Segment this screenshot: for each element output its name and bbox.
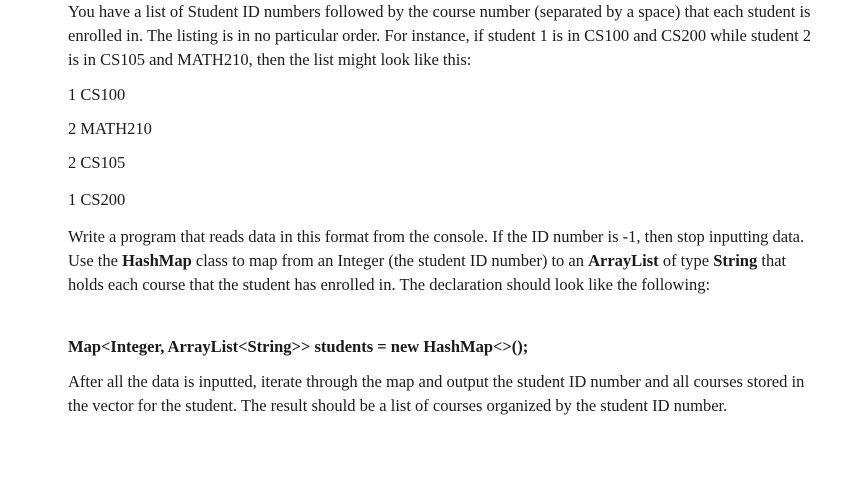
hashmap-keyword: HashMap xyxy=(122,251,192,270)
example-line: 1 CS200 xyxy=(68,190,126,209)
intro-paragraph: You have a list of Student ID numbers followed by the course number (separated by a space) that each student is enrolled in. The listing is in no particular order. For instance, if student 1 is in CS100 and CS200 while student 2 is in CS105 and MATH210, then the list might look like this: xyxy=(68,2,812,69)
closing-paragraph: After all the data is inputted, iterate through the map and output the student ID number and all courses stored in the vector for the student. The result should be a list of courses organized by the student ID number. xyxy=(68,372,805,415)
example-line: 1 CS100 xyxy=(68,85,126,104)
task-text-2: class to map from an Integer (the student ID number) to an xyxy=(191,251,589,270)
string-keyword: String xyxy=(713,251,758,270)
task-text-3: of type xyxy=(658,251,714,270)
arraylist-keyword: ArrayList xyxy=(588,251,659,270)
task-paragraph xyxy=(68,225,813,297)
task-text-1: Write a program that reads data in this format from the console. If the ID number is -1, then stop inputting data. Use the xyxy=(68,227,805,270)
task-text-4: that holds each course that the student has enrolled in. The declaration should look like the following: xyxy=(68,251,787,294)
code-declaration: Map<Integer, ArrayList<String>> students = new HashMap<>(); xyxy=(68,337,529,356)
example-line: 2 CS105 xyxy=(68,153,126,172)
example-line: 2 MATH210 xyxy=(68,119,152,138)
